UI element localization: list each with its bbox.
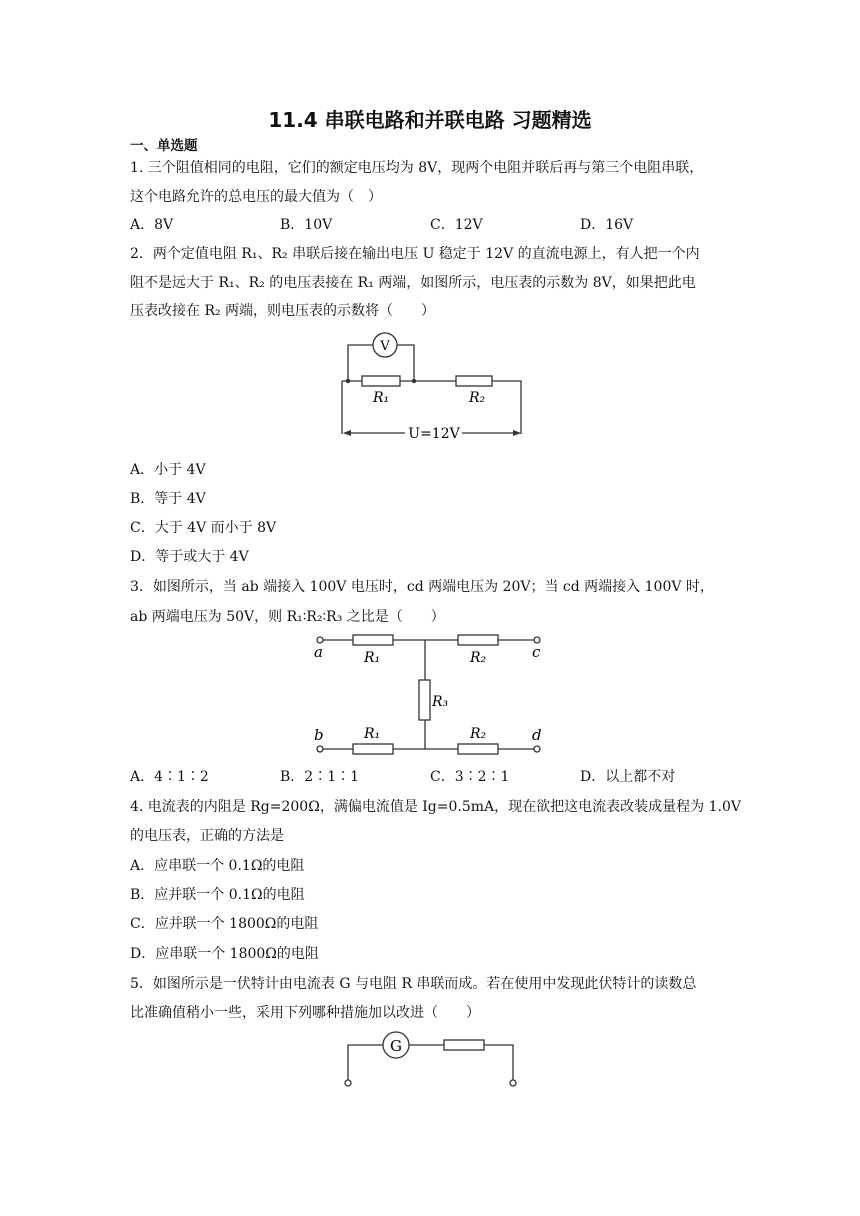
terminal-d-label: d <box>532 726 542 744</box>
galvanometer-label: G <box>390 1037 402 1055</box>
q2-option-b: B．等于 4V <box>130 491 206 507</box>
q2-option-c: C．大于 4V 而小于 8V <box>130 520 277 536</box>
q1-option-c: C．12V <box>430 217 483 233</box>
r1-bottom-label: R₁ <box>364 726 381 742</box>
resistor-r1-bottom <box>353 744 393 754</box>
terminal-a-label: a <box>314 643 323 661</box>
r2-label: R₂ <box>469 390 486 406</box>
q5-line-2: 比准确值稍小一些，采用下列哪种措施加以改进（ ） <box>130 1005 480 1021</box>
q4-option-a: A．应串联一个 0.1Ω的电阻 <box>130 858 305 874</box>
q3-option-b: B．2∶1∶1 <box>280 769 360 785</box>
r1-label: R₁ <box>373 390 390 406</box>
q2-line-2: 阻不是远大于 R₁、R₂ 的电压表接在 R₁ 两端，如图所示，电压表的示数为 8V，如果把此电 <box>130 275 696 291</box>
q4-option-b: B．应并联一个 0.1Ω的电阻 <box>130 887 305 903</box>
q2-line-1: 2．两个定值电阻 R₁、R₂ 串联后接在输出电压 U 稳定于 12V 的直流电源上，有人把一个内 <box>130 246 700 262</box>
terminal-c-label: c <box>532 643 541 661</box>
section-heading: 一、单选题 <box>130 138 198 154</box>
resistor-r1 <box>362 376 400 386</box>
q1-line-1: 1. 三个阻值相同的电阻，它们的额定电压均为 8V，现两个电阻并联后再与第三个电阻串联， <box>130 160 704 176</box>
voltmeter-label: V <box>380 339 390 354</box>
r3-label: R₃ <box>432 694 449 710</box>
resistor-r2-bottom <box>458 744 498 754</box>
r2-bottom-label: R₂ <box>470 726 487 742</box>
u-label: U=12V <box>408 426 460 442</box>
q3-circuit-diagram <box>306 630 556 760</box>
resistor-r <box>444 1040 484 1050</box>
q3-option-a: A．4∶1∶2 <box>130 769 209 785</box>
q3-line-1: 3．如图所示，当 ab 端接入 100V 电压时，cd 两端电压为 20V；当 cd 两端接入 100V 时， <box>130 579 714 595</box>
q3-line-2: ab 两端电压为 50V，则 R₁∶R₂∶R₃ 之比是（ ） <box>130 609 445 625</box>
q5-line-1: 5．如图所示是一伏特计由电流表 G 与电阻 R 串联而成。若在使用中发现此伏特计的读数总 <box>130 976 697 992</box>
q1-option-d: D．16V <box>580 217 634 233</box>
q4-option-d: D．应串联一个 1800Ω的电阻 <box>130 946 319 962</box>
q2-option-a: A．小于 4V <box>130 462 206 478</box>
resistor-r2 <box>456 376 492 386</box>
r1-top-label: R₁ <box>364 650 381 666</box>
q1-option-a: A．8V <box>130 217 174 233</box>
q1-line-2: 这个电路允许的总电压的最大值为（ ） <box>130 189 382 205</box>
q2-circuit-diagram <box>330 330 540 445</box>
page-title: 11.4 串联电路和并联电路 习题精选 <box>268 108 592 132</box>
r2-top-label: R₂ <box>470 650 487 666</box>
resistor-r3 <box>419 680 430 720</box>
q3-option-d: D．以上都不对 <box>580 769 676 785</box>
resistor-r2-top <box>458 635 498 645</box>
terminal-b-label: b <box>314 726 324 744</box>
resistor-r1-top <box>353 635 393 645</box>
q1-option-b: B．10V <box>280 217 333 233</box>
q4-line-2: 的电压表，正确的方法是 <box>130 828 284 844</box>
q4-line-1: 4. 电流表的内阻是 Rg=200Ω，满偏电流值是 Ig=0.5mA，现在欲把这电流表改装成量程为 1.0V <box>130 799 741 815</box>
q5-circuit-diagram <box>338 1028 528 1093</box>
q2-option-d: D．等于或大于 4V <box>130 549 249 565</box>
q2-line-3: 压表改接在 R₂ 两端，则电压表的示数将（ ） <box>130 303 436 319</box>
q4-option-c: C．应并联一个 1800Ω的电阻 <box>130 916 319 932</box>
q3-option-c: C．3∶2∶1 <box>430 769 510 785</box>
